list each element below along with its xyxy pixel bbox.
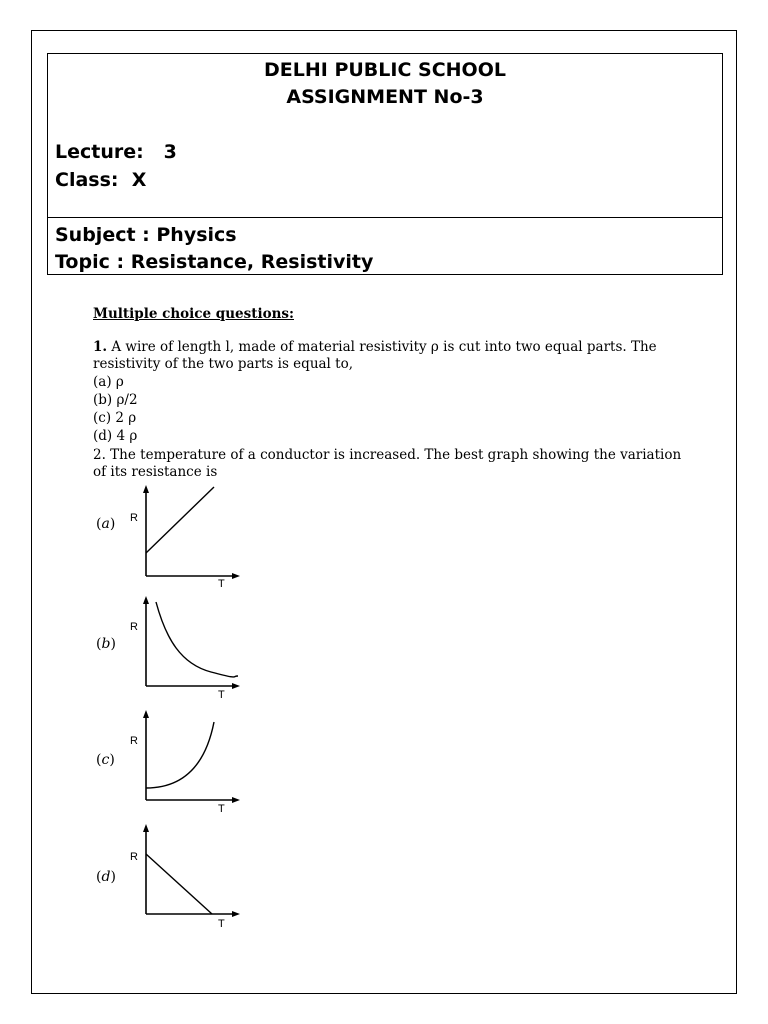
question-1-option-c: (c) 2 ρ bbox=[93, 410, 137, 426]
x-axis-label: T bbox=[218, 918, 225, 930]
school-name: DELHI PUBLIC SCHOOL bbox=[264, 59, 506, 81]
y-axis-label: R bbox=[130, 851, 138, 863]
class-label: Class: X bbox=[55, 169, 147, 191]
topic-label: Topic : Resistance, Resistivity bbox=[55, 251, 374, 273]
question-1-line-1 bbox=[93, 339, 657, 355]
x-axis-arrow-icon bbox=[232, 911, 240, 917]
resistance-curve bbox=[146, 854, 212, 914]
graph-option-c-label: (c) bbox=[96, 752, 115, 768]
question-1-line-2: resistivity of the two parts is equal to, bbox=[93, 356, 354, 372]
resistance-curve bbox=[146, 722, 214, 788]
y-axis-arrow-icon bbox=[143, 824, 149, 832]
header-box bbox=[47, 53, 723, 275]
graph-option-b-label: (b) bbox=[96, 636, 116, 652]
x-axis-label: T bbox=[218, 578, 225, 590]
question-1-option-b: (b) ρ/2 bbox=[93, 392, 138, 408]
question-1-option-d: (d) 4 ρ bbox=[93, 428, 138, 444]
question-2-line-1: 2. The temperature of a conductor is increased. The best graph showing the variation bbox=[93, 447, 682, 463]
y-axis-label: R bbox=[130, 621, 138, 633]
y-axis-label: R bbox=[130, 735, 138, 747]
graph-option-d bbox=[130, 822, 246, 930]
lecture-label: Lecture: 3 bbox=[55, 141, 177, 163]
section-title: Multiple choice questions: bbox=[93, 306, 294, 322]
x-axis-arrow-icon bbox=[232, 573, 240, 579]
y-axis-arrow-icon bbox=[143, 485, 149, 493]
graph-option-b bbox=[130, 594, 246, 701]
question-1-number: 1. bbox=[93, 339, 108, 355]
assignment-title: ASSIGNMENT No-3 bbox=[286, 86, 484, 108]
subject-label: Subject : Physics bbox=[55, 224, 237, 246]
x-axis-arrow-icon bbox=[232, 683, 240, 689]
x-axis-label: T bbox=[218, 803, 225, 815]
y-axis-arrow-icon bbox=[143, 710, 149, 718]
resistance-curve bbox=[156, 602, 238, 677]
question-1-option-a: (a) ρ bbox=[93, 374, 124, 390]
question-1-text: A wire of length l, made of material resistivity ρ is cut into two equal parts. The bbox=[107, 339, 657, 355]
graph-option-d-label: (d) bbox=[96, 869, 116, 885]
y-axis-label: R bbox=[130, 512, 138, 524]
header-divider bbox=[48, 217, 722, 218]
y-axis-arrow-icon bbox=[143, 596, 149, 604]
graph-option-a-label: (a) bbox=[96, 516, 116, 532]
question-2-line-2: of its resistance is bbox=[93, 464, 218, 480]
graph-option-a bbox=[130, 483, 246, 590]
resistance-curve bbox=[146, 487, 214, 553]
graph-option-c bbox=[130, 708, 246, 815]
x-axis-arrow-icon bbox=[232, 797, 240, 803]
x-axis-label: T bbox=[218, 689, 225, 701]
